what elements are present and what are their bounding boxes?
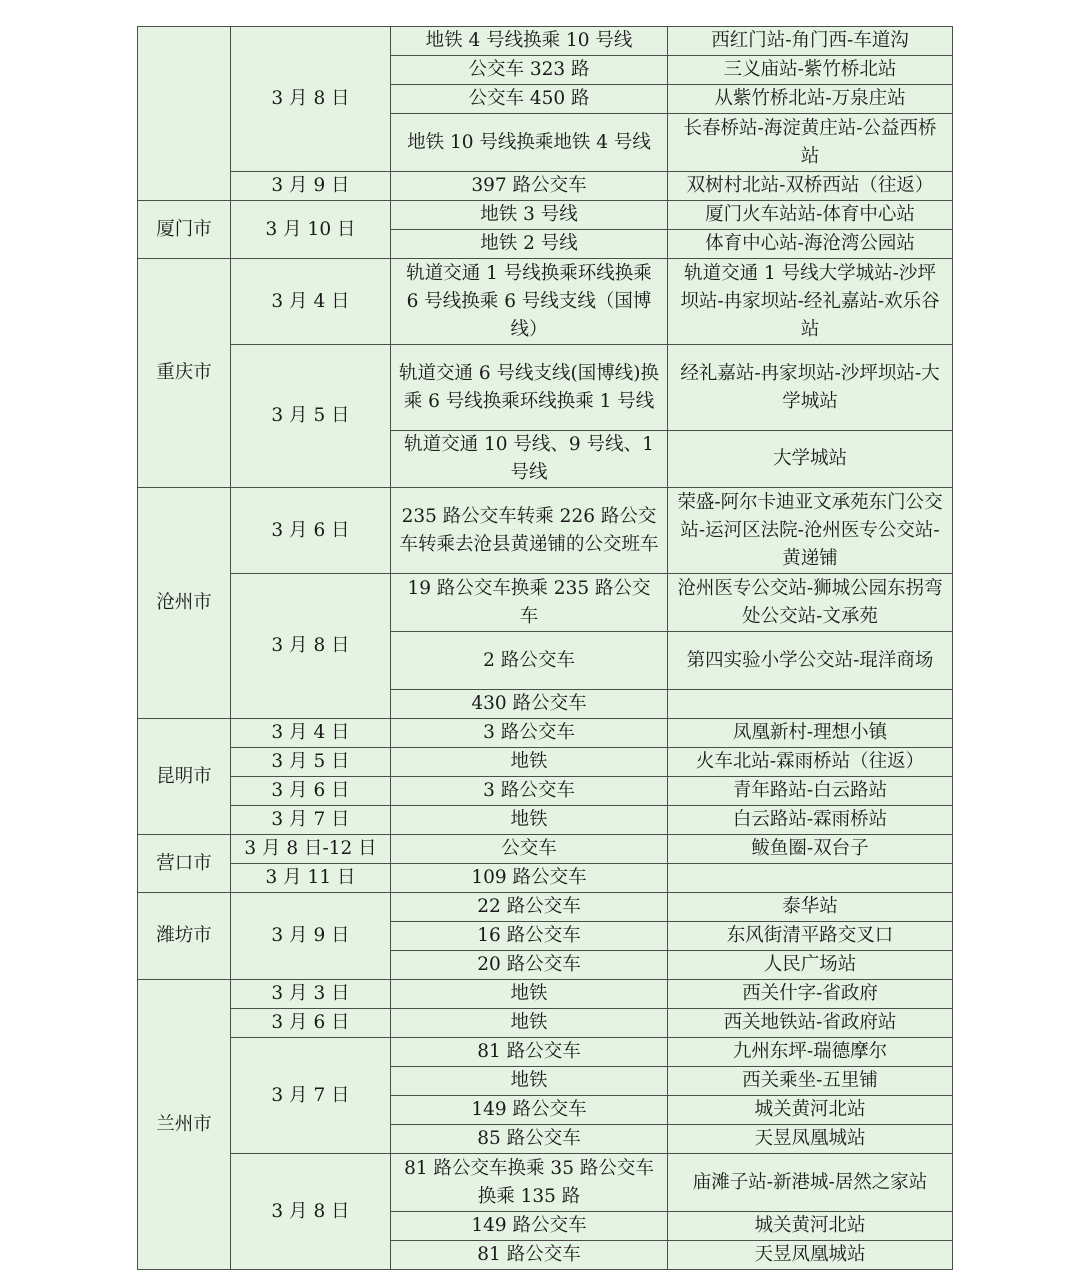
table-row — [138, 27, 953, 56]
route-cell: 22 路公交车 — [391, 893, 668, 922]
route-cell: 地铁 10 号线换乘地铁 4 号线 — [391, 114, 668, 172]
route-cell: 轨道交通 1 号线换乘环线换乘 6 号线换乘 6 号线支线（国博线） — [391, 259, 668, 345]
stops-cell: 青年路站-白云路站 — [668, 777, 953, 806]
stops-cell: 轨道交通 1 号线大学城站-沙坪坝站-冉家坝站-经礼嘉站-欢乐谷站 — [668, 259, 953, 345]
route-cell: 16 路公交车 — [391, 922, 668, 951]
stops-cell: 泰华站 — [668, 893, 953, 922]
stops-cell: 西关乘坐-五里铺 — [668, 1067, 953, 1096]
date-cell: 3 月 9 日 — [231, 893, 391, 980]
city-cell-lanzhou: 兰州市 — [138, 980, 231, 1270]
stops-cell: 庙滩子站-新港城-居然之家站 — [668, 1154, 953, 1212]
table-row — [138, 1154, 953, 1212]
city-cell-weifang: 潍坊市 — [138, 893, 231, 980]
stops-cell: 人民广场站 — [668, 951, 953, 980]
route-cell: 149 路公交车 — [391, 1212, 668, 1241]
stops-cell: 天昱凤凰城站 — [668, 1241, 953, 1270]
city-cell-cangzhou: 沧州市 — [138, 488, 231, 719]
table-row — [138, 172, 953, 201]
table-row — [138, 1009, 953, 1038]
stops-cell: 凤凰新村-理想小镇 — [668, 719, 953, 748]
date-cell: 3 月 8 日-12 日 — [231, 835, 391, 864]
route-cell: 地铁 3 号线 — [391, 201, 668, 230]
route-cell: 81 路公交车 — [391, 1038, 668, 1067]
route-cell: 公交车 323 路 — [391, 56, 668, 85]
route-cell: 地铁 — [391, 980, 668, 1009]
date-cell: 3 月 3 日 — [231, 980, 391, 1009]
route-cell: 地铁 4 号线换乘 10 号线 — [391, 27, 668, 56]
itinerary-table — [137, 26, 953, 1270]
route-cell: 397 路公交车 — [391, 172, 668, 201]
route-cell: 19 路公交车换乘 235 路公交车 — [391, 574, 668, 632]
date-cell: 3 月 9 日 — [231, 172, 391, 201]
table-row — [138, 864, 953, 893]
date-cell: 3 月 6 日 — [231, 488, 391, 574]
stops-cell: 西关地铁站-省政府站 — [668, 1009, 953, 1038]
stops-cell: 经礼嘉站-冉家坝站-沙坪坝站-大学城站 — [668, 345, 953, 431]
route-cell: 地铁 — [391, 1009, 668, 1038]
table-row — [138, 835, 953, 864]
table-row — [138, 201, 953, 230]
stops-cell — [668, 864, 953, 893]
stops-cell: 鲅鱼圈-双台子 — [668, 835, 953, 864]
table-row — [138, 1038, 953, 1067]
city-cell-chongqing: 重庆市 — [138, 259, 231, 488]
route-cell: 地铁 — [391, 806, 668, 835]
date-cell: 3 月 8 日 — [231, 574, 391, 719]
date-cell: 3 月 4 日 — [231, 259, 391, 345]
city-cell-xiamen: 厦门市 — [138, 201, 231, 259]
stops-cell — [668, 690, 953, 719]
stops-cell: 城关黄河北站 — [668, 1096, 953, 1125]
stops-cell: 西关什字-省政府 — [668, 980, 953, 1009]
stops-cell: 体育中心站-海沧湾公园站 — [668, 230, 953, 259]
route-cell: 20 路公交车 — [391, 951, 668, 980]
table-row — [138, 806, 953, 835]
stops-cell: 天昱凤凰城站 — [668, 1125, 953, 1154]
table-row — [138, 345, 953, 431]
stops-cell: 东风街清平路交叉口 — [668, 922, 953, 951]
city-cell-continued — [138, 27, 231, 201]
stops-cell: 沧州医专公交站-狮城公园东拐弯处公交站-文承苑 — [668, 574, 953, 632]
route-cell: 81 路公交车换乘 35 路公交车换乘 135 路 — [391, 1154, 668, 1212]
route-cell: 85 路公交车 — [391, 1125, 668, 1154]
city-cell-kunming: 昆明市 — [138, 719, 231, 835]
date-cell: 3 月 6 日 — [231, 1009, 391, 1038]
table-row — [138, 893, 953, 922]
date-cell: 3 月 7 日 — [231, 1038, 391, 1154]
table-row — [138, 488, 953, 574]
stops-cell: 西红门站-角门西-车道沟 — [668, 27, 953, 56]
route-cell: 地铁 — [391, 748, 668, 777]
route-cell: 235 路公交车转乘 226 路公交车转乘去沧县黄递铺的公交班车 — [391, 488, 668, 574]
stops-cell: 厦门火车站站-体育中心站 — [668, 201, 953, 230]
route-cell: 2 路公交车 — [391, 632, 668, 690]
date-cell: 3 月 4 日 — [231, 719, 391, 748]
stops-cell: 白云路站-霖雨桥站 — [668, 806, 953, 835]
stops-cell: 火车北站-霖雨桥站（往返） — [668, 748, 953, 777]
table-row — [138, 748, 953, 777]
route-cell: 3 路公交车 — [391, 777, 668, 806]
stops-cell: 长春桥站-海淀黄庄站-公益西桥站 — [668, 114, 953, 172]
city-cell-yingkou: 营口市 — [138, 835, 231, 893]
route-cell: 轨道交通 10 号线、9 号线、1 号线 — [391, 431, 668, 488]
date-cell: 3 月 7 日 — [231, 806, 391, 835]
date-cell: 3 月 6 日 — [231, 777, 391, 806]
stops-cell: 双树村北站-双桥西站（往返） — [668, 172, 953, 201]
date-cell: 3 月 10 日 — [231, 201, 391, 259]
document-page — [137, 26, 952, 1270]
route-cell: 公交车 — [391, 835, 668, 864]
date-cell: 3 月 11 日 — [231, 864, 391, 893]
table-row — [138, 777, 953, 806]
stops-cell: 九州东坪-瑞德摩尔 — [668, 1038, 953, 1067]
route-cell: 430 路公交车 — [391, 690, 668, 719]
date-cell: 3 月 5 日 — [231, 345, 391, 488]
route-cell: 109 路公交车 — [391, 864, 668, 893]
stops-cell: 城关黄河北站 — [668, 1212, 953, 1241]
stops-cell: 大学城站 — [668, 431, 953, 488]
date-cell: 3 月 8 日 — [231, 27, 391, 172]
route-cell: 地铁 — [391, 1067, 668, 1096]
route-cell: 81 路公交车 — [391, 1241, 668, 1270]
table-row — [138, 980, 953, 1009]
stops-cell: 从紫竹桥北站-万泉庄站 — [668, 85, 953, 114]
route-cell: 3 路公交车 — [391, 719, 668, 748]
table-row — [138, 259, 953, 345]
route-cell: 轨道交通 6 号线支线(国博线)换乘 6 号线换乘环线换乘 1 号线 — [391, 345, 668, 431]
stops-cell: 第四实验小学公交站-琨洋商场 — [668, 632, 953, 690]
table-row — [138, 574, 953, 632]
date-cell: 3 月 5 日 — [231, 748, 391, 777]
stops-cell: 荣盛-阿尔卡迪亚文承苑东门公交站-运河区法院-沧州医专公交站-黄递铺 — [668, 488, 953, 574]
stops-cell: 三义庙站-紫竹桥北站 — [668, 56, 953, 85]
route-cell: 地铁 2 号线 — [391, 230, 668, 259]
route-cell: 149 路公交车 — [391, 1096, 668, 1125]
date-cell: 3 月 8 日 — [231, 1154, 391, 1270]
route-cell: 公交车 450 路 — [391, 85, 668, 114]
table-row — [138, 719, 953, 748]
